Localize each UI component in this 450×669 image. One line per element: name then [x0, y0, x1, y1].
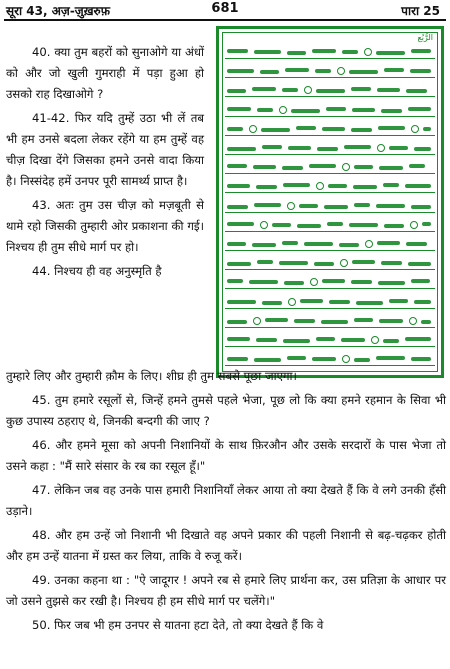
arabic-word — [284, 281, 304, 285]
arabic-word — [227, 242, 246, 246]
verse-end-marker-icon — [411, 125, 419, 133]
arabic-word — [339, 243, 359, 247]
verse-end-marker-icon — [364, 48, 372, 56]
arabic-word — [262, 145, 282, 149]
verse-44-start: 44. निश्चय ही वह अनुस्मृति है — [32, 264, 162, 278]
arabic-line — [225, 325, 435, 328]
arabic-line — [225, 171, 435, 174]
verse-43: 43. अतः तुम उस चीज़ को मज़बूती से थामे रहो जिसकी तुम्हारी ओर प्रकाशना की गई। निश्चय ही तुम सीधे मार्ग पर हो। — [6, 198, 204, 254]
arabic-line — [225, 286, 435, 289]
arabic-word — [312, 357, 336, 361]
arabic-word — [378, 126, 405, 130]
full-width-text — [6, 366, 446, 639]
arabic-word — [272, 223, 291, 227]
arabic-word — [411, 205, 431, 209]
arabic-word — [300, 299, 323, 303]
arabic-word — [405, 184, 431, 188]
arabic-word — [316, 89, 345, 93]
arabic-word — [408, 107, 431, 111]
arabic-line — [225, 190, 435, 193]
arabic-word — [291, 109, 320, 113]
arabic-word — [414, 147, 431, 151]
verse-end-marker-icon — [365, 240, 373, 248]
arabic-line — [225, 267, 435, 270]
arabic-text-panel — [216, 26, 444, 378]
arabic-word — [327, 222, 343, 226]
arabic-word — [377, 88, 400, 92]
arabic-word — [252, 243, 276, 247]
arabic-word — [260, 70, 279, 74]
arabic-word — [344, 145, 371, 149]
para-number: पारा 25 — [401, 4, 440, 18]
arabic-word — [356, 301, 383, 305]
arabic-word — [256, 338, 277, 342]
surah-title: सूरा 43, अज़-ज़ुख़रुफ़ — [6, 4, 110, 18]
arabic-word — [352, 108, 375, 112]
arabic-word — [227, 89, 246, 93]
arabic-word — [256, 185, 277, 189]
arabic-word — [283, 339, 310, 343]
arabic-word — [261, 128, 290, 132]
arabic-word — [349, 70, 378, 74]
arabic-word — [283, 183, 310, 187]
arabic-word — [353, 185, 377, 189]
arabic-word — [227, 69, 254, 73]
verse-41-42: 41-42. फिर यदि तुम्हें उठा भी लें तब भी हम उनसे बदला लेकर रहेंगे या हम तुम्हें वह चीज़ दिखा देंगे जिसका हमने उनसे वादा किया है। निस्संदेह हमें उनपर पूरी सामर्थ्य प्राप्त है। — [6, 111, 204, 188]
arabic-word — [296, 126, 316, 130]
arabic-word — [227, 147, 256, 151]
page-number: 681 — [211, 1, 239, 16]
verse-47: 47. लेकिन जब वह उनके पास हमारी निशानियाँ लेकर आया तो क्या देखते हैं कि वे लगे उनकी हँसी उड़ाने। — [6, 483, 446, 518]
arabic-word — [254, 358, 281, 362]
arabic-word — [410, 69, 431, 73]
verse-end-marker-icon — [260, 221, 268, 229]
arabic-word — [379, 166, 403, 170]
arabic-word — [376, 51, 405, 55]
header-divider — [4, 19, 446, 21]
arabic-line — [225, 344, 435, 347]
arabic-word — [376, 356, 405, 360]
arabic-word — [227, 300, 256, 304]
arabic-word — [227, 337, 250, 341]
arabic-line — [225, 229, 435, 232]
verse-end-marker-icon — [371, 336, 379, 344]
arabic-word — [282, 166, 303, 170]
page-header — [0, 0, 450, 18]
arabic-word — [354, 203, 370, 207]
arabic-word — [282, 241, 298, 245]
verse-end-marker-icon — [249, 125, 257, 133]
left-column-text — [6, 42, 204, 285]
arabic-word — [322, 127, 345, 131]
verse-end-marker-icon — [279, 106, 287, 114]
arabic-word — [342, 50, 358, 54]
arabic-word — [423, 127, 431, 131]
arabic-word — [287, 51, 306, 55]
arabic-word — [297, 224, 321, 228]
arabic-word — [351, 128, 372, 132]
arabic-word — [408, 262, 431, 266]
arabic-word — [406, 89, 427, 93]
arabic-word — [383, 339, 399, 343]
verse-end-marker-icon — [410, 221, 418, 229]
arabic-word — [352, 260, 375, 264]
arabic-word — [381, 261, 402, 265]
arabic-word — [354, 318, 373, 322]
arabic-word — [384, 224, 404, 228]
arabic-word — [351, 280, 372, 284]
arabic-word — [422, 222, 431, 226]
arabic-word — [282, 88, 298, 92]
arabic-word — [227, 357, 248, 361]
arabic-word — [309, 164, 336, 168]
arabic-word — [262, 301, 282, 305]
verse-end-marker-icon — [409, 317, 417, 325]
arabic-word — [227, 49, 248, 53]
arabic-word — [279, 261, 308, 265]
arabic-word — [254, 50, 281, 54]
verse-45: 45. तुम हमारे रसूलों से, जिन्हें हमने तुमसे पहले भेजा, पूछ लो कि क्या हमने रहमान के सिवा भी कुछ उपास्य ठहराए थे, जिनकी बन्दगी की जाए ? — [6, 393, 446, 428]
arabic-word — [249, 280, 278, 284]
arabic-word — [421, 320, 431, 324]
arabic-word — [285, 68, 309, 72]
arabic-word — [411, 279, 430, 283]
arabic-line — [225, 152, 435, 155]
arabic-word — [227, 262, 251, 266]
arabic-word — [411, 357, 431, 361]
arabic-word — [227, 107, 251, 111]
arabic-word — [316, 337, 335, 341]
arabic-line — [225, 133, 435, 136]
arabic-word — [252, 87, 276, 91]
arabic-word — [288, 146, 311, 150]
arabic-word — [324, 205, 348, 209]
arabic-line — [225, 248, 435, 251]
arabic-word — [227, 222, 254, 226]
verse-48: 48. और हम उन्हें जो निशानी भी दिखाते वह अपने प्रकार की पहली निशानी से बढ़-चढ़कर होती और हम उन्हें यातना में ग्रस्त कर लिया, ताकि वे रुजू करें। — [6, 528, 446, 563]
arabic-word — [411, 49, 431, 53]
arabic-word — [383, 183, 399, 187]
verse-end-marker-icon — [377, 144, 385, 152]
arabic-word — [304, 242, 333, 246]
arabic-line — [225, 114, 435, 117]
arabic-word — [227, 184, 250, 188]
arabic-word — [389, 299, 408, 303]
arabic-word — [349, 223, 378, 227]
verse-end-marker-icon — [253, 317, 261, 325]
arabic-word — [354, 165, 373, 169]
arabic-word — [227, 164, 247, 168]
arabic-word — [322, 279, 345, 283]
verse-40: 40. क्या तुम बहरों को सुनाओगे या अंधों को और जो खुली गुमराही में पड़ा हुआ हो उसको राह दिखाओगे ? — [6, 45, 204, 101]
arabic-line — [225, 75, 435, 78]
arabic-word — [341, 338, 365, 342]
arabic-word — [351, 87, 371, 91]
arabic-word — [312, 49, 336, 53]
arabic-word — [227, 205, 248, 209]
verse-46: 46. और हमने मूसा को अपनी निशानियों के साथ फ़िरऔन और उसके सरदारों के पास भेजा तो उसने कहा : "मैं सारे संसार के रब का रसूल हूँ।" — [6, 438, 446, 473]
arabic-line — [225, 56, 435, 59]
arabic-word — [317, 147, 338, 151]
arabic-word — [287, 356, 306, 360]
arabic-word — [227, 279, 243, 283]
arabic-word — [321, 320, 348, 324]
arabic-word — [409, 164, 425, 168]
verse-44-end: तुम्हारे लिए और तुम्हारी क़ौम के लिए। शीघ्र ही तुम सबसे पूछा जाएगा। — [6, 369, 297, 383]
arabic-word — [379, 319, 403, 323]
verse-end-marker-icon — [287, 202, 295, 210]
arabic-word — [406, 242, 427, 246]
verse-49: 49. उनका कहना था : "ऐ जादूगर ! अपने रब से हमारे लिए प्रार्थना कर, उस प्रतिज्ञा के आधार पर जो उसने तुझसे कर रखी है। निश्चय ही हम सीधे मार्ग पर चलेंगे।" — [6, 573, 446, 608]
arabic-line — [225, 210, 435, 213]
arabic-word — [227, 320, 247, 324]
arabic-word — [414, 300, 431, 304]
arabic-word — [389, 146, 408, 150]
arabic-word — [329, 300, 350, 304]
arabic-word — [299, 204, 318, 208]
arabic-word — [328, 184, 347, 188]
arabic-word — [381, 109, 402, 113]
arabic-word — [265, 318, 288, 322]
arabic-word — [315, 69, 331, 73]
arabic-word — [314, 262, 334, 266]
verse-end-marker-icon — [288, 298, 296, 306]
arabic-word — [326, 107, 346, 111]
rub-marker: الرُّبُع — [417, 33, 433, 42]
arabic-word — [294, 319, 315, 323]
arabic-word — [227, 127, 243, 131]
arabic-word — [257, 260, 273, 264]
arabic-word — [254, 203, 281, 207]
arabic-word — [384, 68, 404, 72]
arabic-word — [377, 241, 400, 245]
arabic-word — [405, 337, 431, 341]
arabic-word — [376, 204, 405, 208]
arabic-word — [354, 358, 370, 362]
arabic-word — [257, 108, 273, 112]
arabic-line — [225, 306, 435, 309]
arabic-word — [378, 281, 405, 285]
arabic-word — [253, 165, 276, 169]
verse-50-start: 50. फिर जब भी हम उनपर से यातना हटा देते, तो क्या देखते हैं कि वे — [32, 618, 324, 632]
arabic-line — [225, 94, 435, 97]
